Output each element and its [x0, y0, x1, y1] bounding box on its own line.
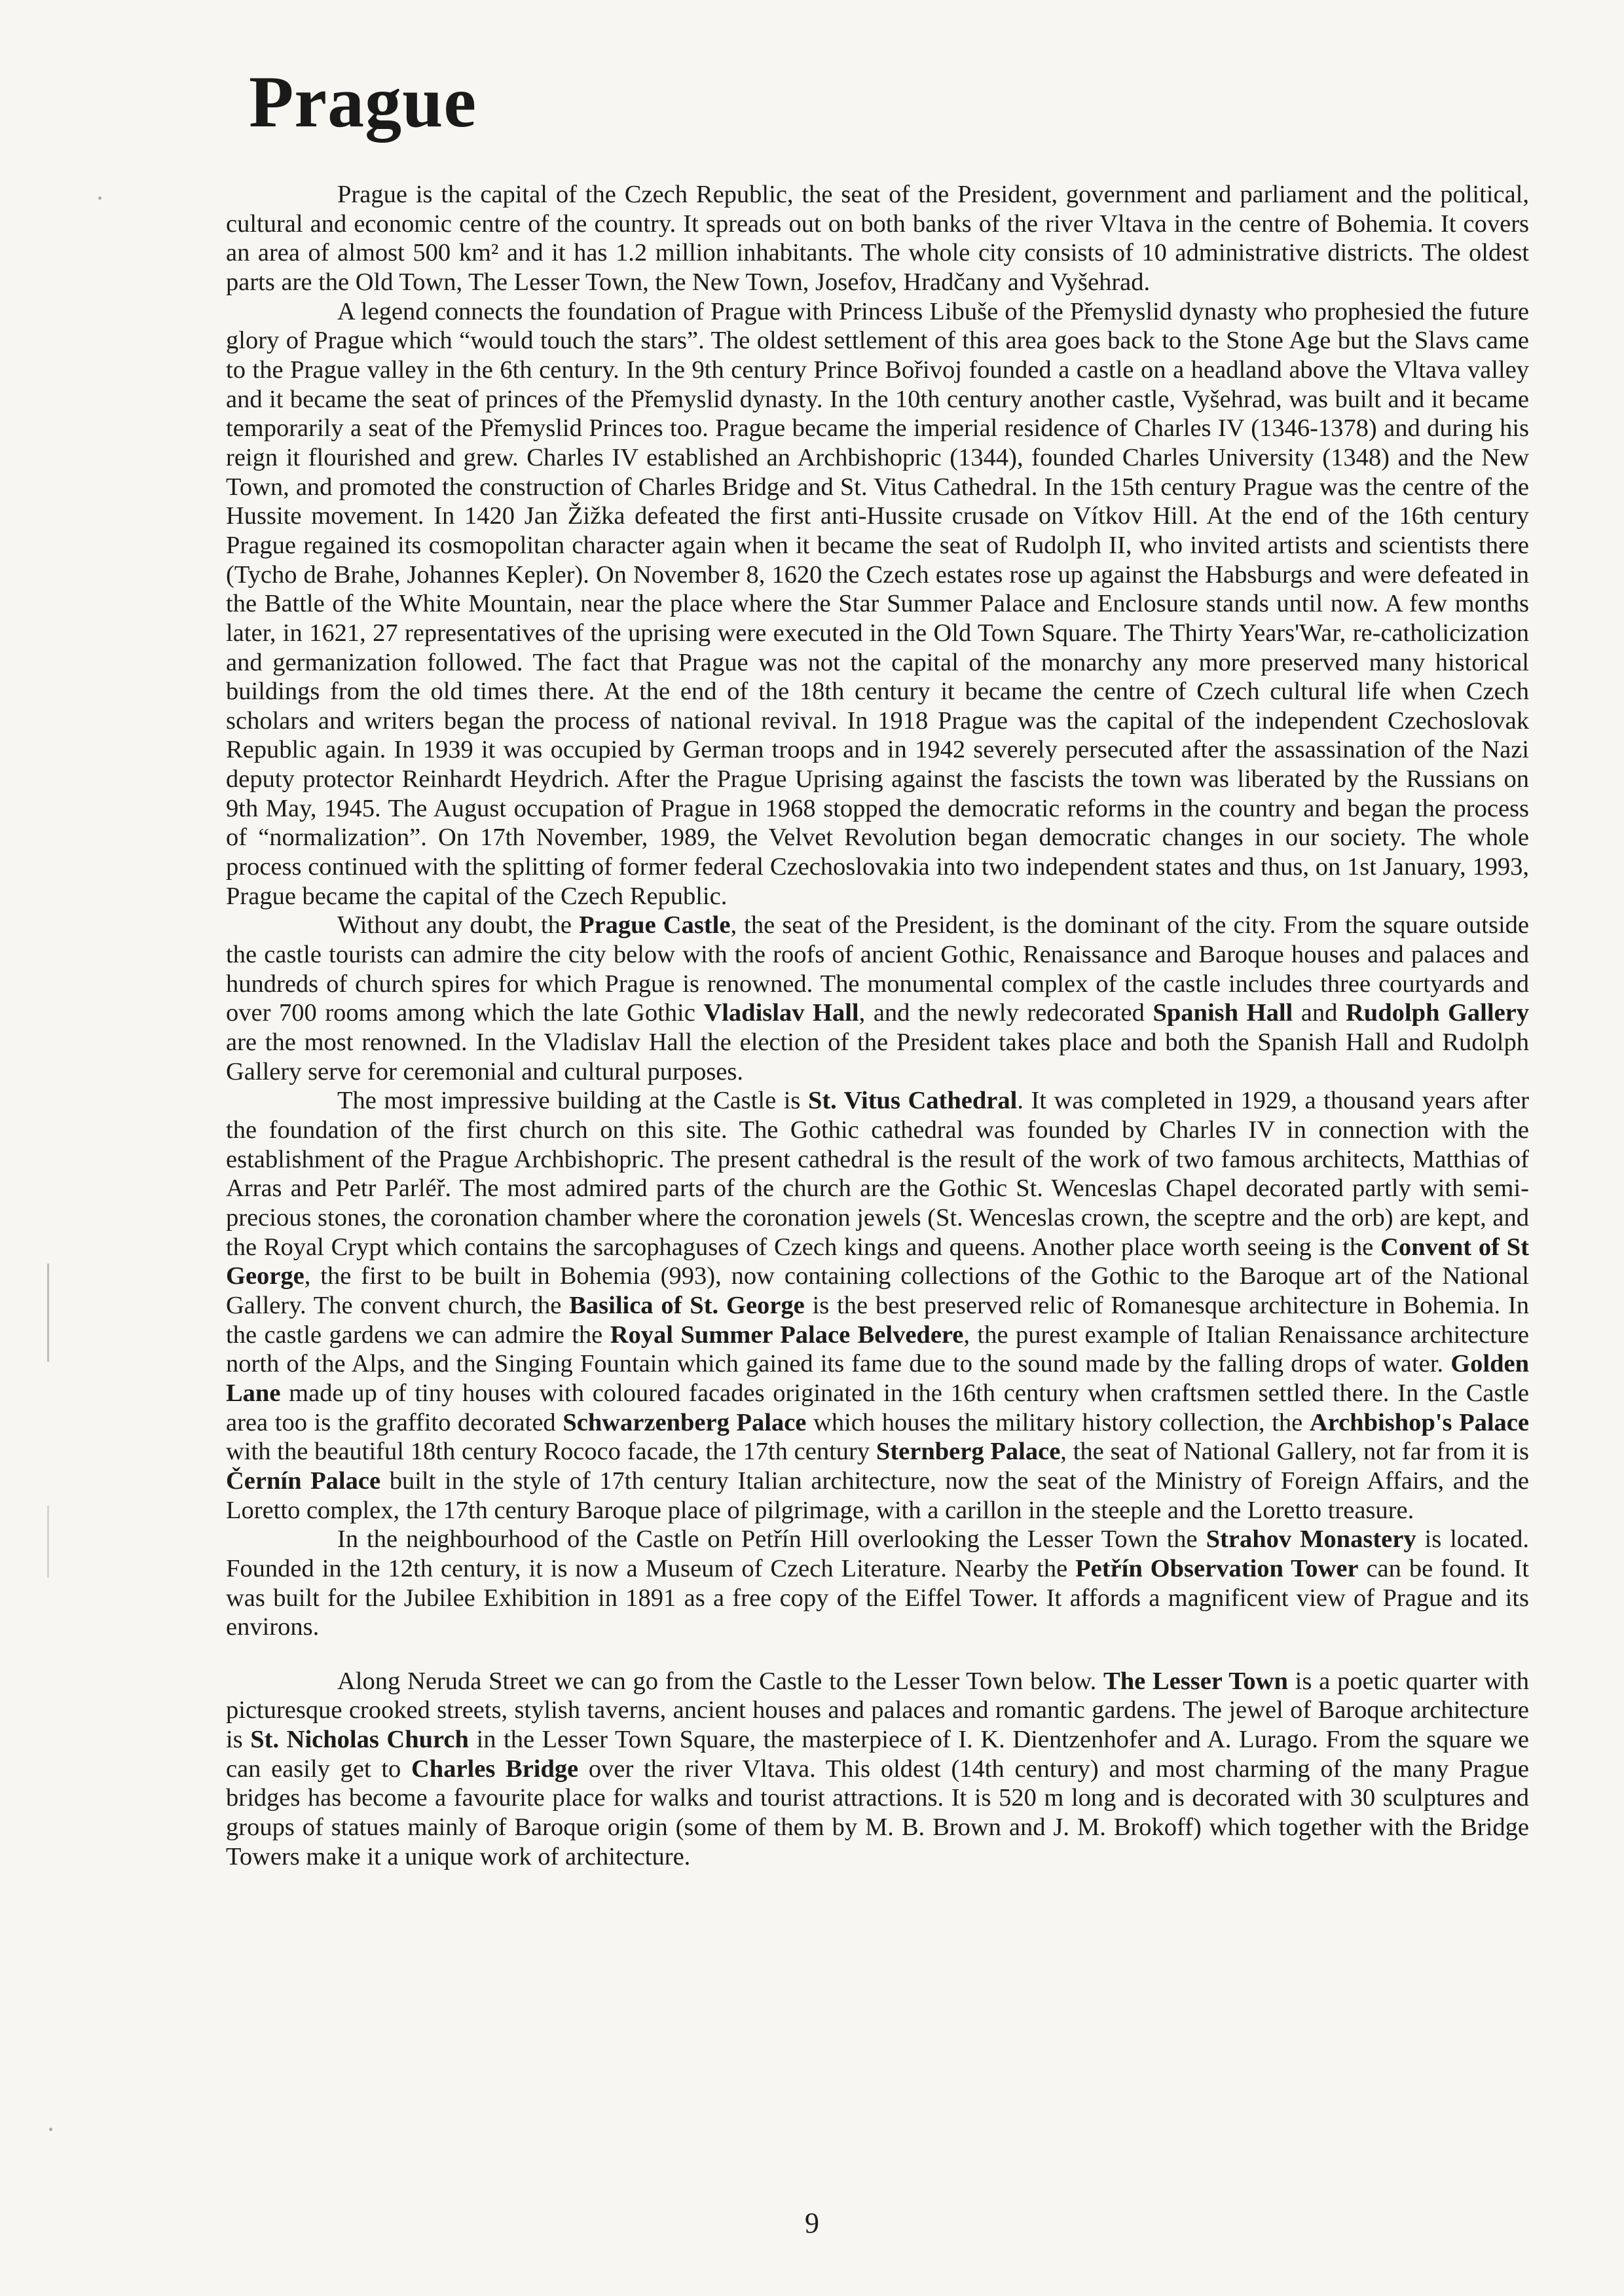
- text-run: in the Lesser Town Square, the masterpiece of I. K. Dientzenhofer and A. Lurago. From the square we can easily get to: [226, 1726, 1530, 1783]
- bold-term: Prague Castle: [579, 911, 731, 939]
- bold-term: Spanish Hall: [1153, 999, 1293, 1027]
- text-run: is the best preserved relic of Romanesque architecture in Bohemia. In the castle gardens we can admire the: [226, 1291, 1529, 1349]
- paragraph: [226, 180, 1529, 297]
- page-number: 9: [805, 2207, 819, 2239]
- bold-term: The Lesser Town: [1103, 1667, 1288, 1695]
- paragraph: [226, 1086, 1529, 1525]
- bold-term: Černín Palace: [226, 1467, 381, 1495]
- bold-term: Schwarzenberg Palace: [563, 1408, 807, 1436]
- scan-margin-line: [47, 1506, 49, 1578]
- text-run: , the seat of National Gallery, not far from it is: [1060, 1438, 1529, 1466]
- text-run: The most impressive building at the Castle is: [337, 1087, 808, 1115]
- paragraph: [226, 911, 1529, 1086]
- text-run: Prague is the capital of the Czech Republic, the seat of the President, government and parliament and the political, cultural and economic centre of the country. It spreads out on both banks of the river Vltava in the centre of Bohemia. It covers an area of almost 500 km² and it has 1.2 million inhabitants. The whole city consists of 10 administrative districts. The oldest parts are the Old Town, The Lesser Town, the New Town, Josefov, Hradčany and Vyšehrad.: [226, 181, 1529, 296]
- scan-margin-line: [47, 1264, 49, 1362]
- bold-term: Golden Lane: [226, 1350, 1529, 1407]
- scan-speck: [98, 196, 101, 200]
- text-run: In the neighbourhood of the Castle on Petřín Hill overlooking the Lesser Town the: [337, 1525, 1206, 1554]
- paragraph: [226, 1667, 1529, 1872]
- bold-term: Charles Bridge: [411, 1755, 579, 1783]
- text-run: is located. Founded in the 12th century, it is now a Museum of Czech Literature. Nearby the: [226, 1525, 1529, 1582]
- bold-term: St. Nicholas Church: [250, 1726, 469, 1754]
- paragraph: [226, 297, 1529, 911]
- text-run: A legend connects the foundation of Prague with Princess Libuše of the Přemyslid dynasty who prophesied the future glory of Prague which “would touch the stars”. The oldest settlement of this area goes back to the Stone Age but the Slavs came to the Prague valley in the 6th century. In the 9th century Prince Bořivoj founded a castle on a headland above the Vltava valley and it became the seat of princes of the Přemyslid dynasty. In the 10th century another castle, Vyšehrad, was built and it became temporarily a seat of the Přemyslid Princes too. Prague became the imperial residence of Charles IV (1346-1378) and during his reign it flourished and grew. Charles IV established an Archbishopric (1344), founded Charles University (1348) and the New Town, and promoted the construction of Charles Bridge and St. Vitus Cathedral. In the 15th century Prague was the centre of the Hussite movement. In 1420 Jan Žižka defeated the first anti-Hussite crusade on Vítkov Hill. At the end of the 16th century Prague regained its cosmopolitan character again when it became the seat of Rudolph II, who invited artists and scientists there (Tycho de Brahe, Johannes Kepler). On November 8, 1620 the Czech estates rose up against the Habsburgs and were defeated in the Battle of the White Mountain, near the place where the Star Summer Palace and Enclosure stands until now. A few months later, in 1621, 27 representatives of the uprising were executed in the Old Town Square. The Thirty Years'War, re-catholicization and germanization followed. The fact that Prague was not the capital of the monarchy any more preserved many historical buildings from the old times there. At the end of the 18th century it became the centre of Czech cultural life when Czech scholars and writers began the process of national revival. In 1918 Prague was the capital of the independent Czechoslovak Republic again. In 1939 it was occupied by German troops and in 1942 severely persecuted after the assassination of the Nazi deputy protector Reinhardt Heydrich. After the Prague Uprising against the fascists the town was liberated by the Russians on 9th May, 1945. The August occupation of Prague in 1968 stopped the democratic reforms in the country and began the process of “normalization”. On 17th November, 1989, the Velvet Revolution began democratic changes in our society. The whole process continued with the splitting of former federal Czechoslovakia into two independent states and thus, on 1st January, 1993, Prague became the capital of the Czech Republic.: [226, 297, 1529, 910]
- text-run: is a poetic quarter with picturesque crooked streets, stylish taverns, ancient houses and palaces and romantic gardens. The jewel of Baroque architecture is: [226, 1667, 1529, 1754]
- text-run: built in the style of 17th century Italian architecture, now the seat of the Ministry of Foreign Affairs, and the Loretto complex, the 17th century Baroque place of pilgrimage, with a carillon in the steeple and the Loretto treasure.: [226, 1467, 1530, 1524]
- bold-term: Archbishop's Palace: [1309, 1408, 1529, 1436]
- text-run: over the river Vltava. This oldest (14th century) and most charming of the many Prague bridges has become a favourite place for walks and tourist attractions. It is 520 m long and is decorated with 30 sculptures and groups of statues mainly of Baroque origin (some of them by M. B. Brown and J. M. Brokoff) which together with the Bridge Towers make it a unique work of architecture.: [226, 1755, 1529, 1870]
- body-text: [226, 180, 1529, 1871]
- text-run: Without any doubt, the: [337, 911, 580, 939]
- text-run: , and the newly redecorated: [858, 999, 1153, 1027]
- text-run: with the beautiful 18th century Rococo facade, the 17th century: [226, 1438, 876, 1466]
- text-run: . It was completed in 1929, a thousand years after the foundation of the first church on this site. The Gothic cathedral was founded by Charles IV in connection with the establishment of the Prague Archbishopric. The present cathedral is the result of the work of two famous architects, Matthias of Arras and Petr Parléř. The most admired parts of the church are the Gothic St. Wenceslas Chapel decorated partly with semi-precious stones, the coronation chamber where the coronation jewels (St. Wenceslas crown, the sceptre and the orb) are kept, and the Royal Crypt which contains the sarcophaguses of Czech kings and queens. Another place worth seeing is the: [226, 1087, 1529, 1261]
- text-run: , the seat of the President, is the dominant of the city. From the square outside the castle tourists can admire the city below with the roofs of ancient Gothic, Renaissance and Baroque houses and palaces and hundreds of church spires for which Prague is renowned. The monumental complex of the castle includes three courtyards and over 700 rooms among which the late Gothic: [226, 911, 1529, 1027]
- text-run: made up of tiny houses with coloured facades originated in the 16th century when craftsmen settled there. In the Castle area too is the graffito decorated: [226, 1379, 1529, 1436]
- scan-speck: [49, 2128, 52, 2131]
- text-run: are the most renowned. In the Vladislav Hall the election of the President takes place and both the Spanish Hall and Rudolph Gallery serve for ceremonial and cultural purposes.: [226, 1029, 1529, 1085]
- text-run: , the first to be built in Bohemia (993), now containing collections of the Gothic to the Baroque art of the National Gallery. The convent church, the: [226, 1262, 1529, 1319]
- bold-term: Rudolph Gallery: [1346, 999, 1530, 1027]
- bold-term: Strahov Monastery: [1206, 1525, 1416, 1554]
- bold-term: Sternberg Palace: [876, 1438, 1061, 1466]
- bold-term: St. Vitus Cathedral: [807, 1087, 1018, 1115]
- paragraph: [226, 1525, 1529, 1642]
- bold-term: Convent of St George: [226, 1233, 1529, 1290]
- bold-term: Royal Summer Palace Belvedere: [610, 1321, 964, 1349]
- page-title: Prague: [249, 62, 477, 143]
- text-run: , the purest example of Italian Renaissance architecture north of the Alps, and the Singing Fountain which gained its fame due to the sound made by the falling drops of water.: [226, 1321, 1529, 1378]
- bold-term: Vladislav Hall: [703, 999, 859, 1027]
- text-run: Along Neruda Street we can go from the Castle to the Lesser Town below.: [337, 1667, 1104, 1695]
- bold-term: Basilica of St. George: [569, 1291, 805, 1319]
- text-run: can be found. It was built for the Jubilee Exhibition in 1891 as a free copy of the Eiffel Tower. It affords a magnificent view of Prague and its environs.: [226, 1554, 1530, 1641]
- text-run: and: [1293, 999, 1346, 1027]
- text-run: which houses the military history collection, the: [806, 1408, 1310, 1436]
- bold-term: Petřín Observation Tower: [1075, 1554, 1359, 1582]
